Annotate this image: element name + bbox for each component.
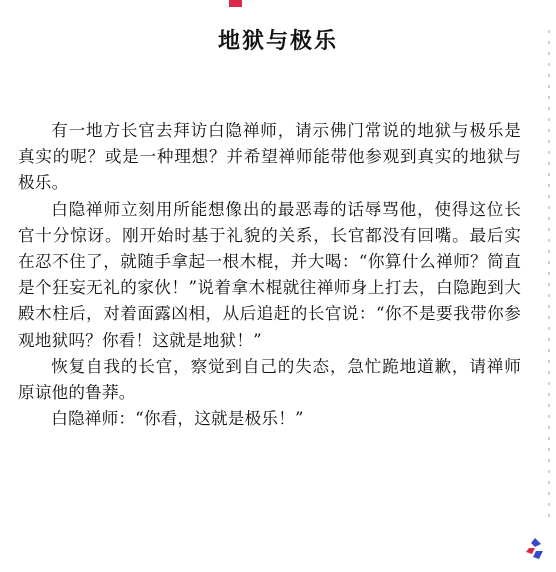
publisher-logo-icon [522, 536, 548, 562]
story-body [18, 118, 521, 432]
paragraph-1: 有一地方长官去拜访白隐禅师，请示佛门常说的地狱与极乐是真实的呢？或是一种理想？并希望禅师能带他参观到真实的地狱与极乐。 [18, 121, 521, 193]
paragraph-4: 白隐禅师：“你看，这就是极乐！” [51, 409, 304, 429]
paragraph-2: 白隐禅师立刻用所能想像出的最恶毒的话辱骂他，使得这位长官十分惊讶。刚开始时基于礼貌的关系，长官都没有回嘴。最后实在忍不住了，就随手拿起一根木棍，并大喝：“你算什么禅师？简直是个狂妄无礼的家伙！”说着拿木棍就往禅师身上打去，白隐跑到大殿木柱后，对着面露凶相，从后追赶的长官说：“你不是要我带你参观地狱吗？你看！这就是地狱！” [18, 199, 521, 350]
paragraph-3: 恢复自我的长官，察觉到自己的失态，急忙跪地道歉，请禅师原谅他的鲁莽。 [18, 356, 521, 403]
page-title: 地狱与极乐 [217, 28, 338, 54]
corner-mark [229, 0, 242, 7]
scan-edge-artifact [548, 30, 550, 520]
